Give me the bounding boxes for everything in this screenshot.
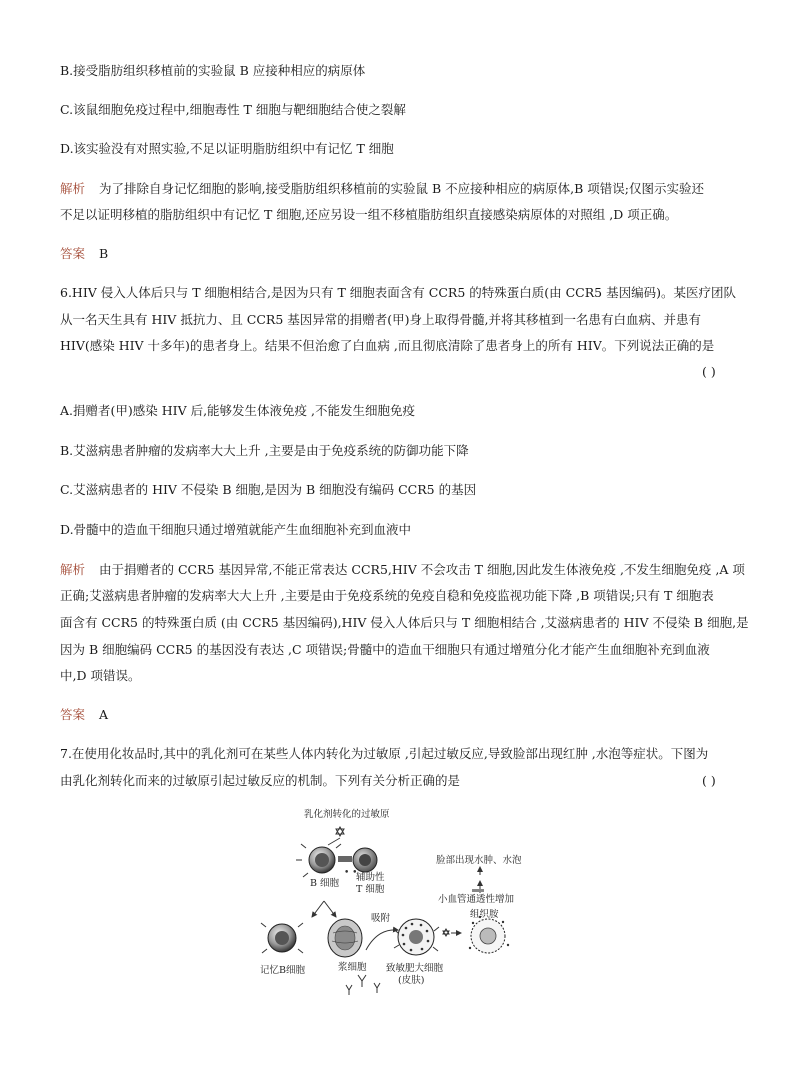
answer-paren-q7[interactable]: ( ): [702, 773, 716, 788]
adsorb-label: 吸附: [371, 913, 391, 924]
option-c-q5: C.该鼠细胞免疫过程中,细胞毒性 T 细胞与靶细胞结合使之裂解: [60, 102, 406, 117]
analysis-q6-text1: 由于捐赠者的 CCR5 基因异常,不能正常表达 CCR5,HIV 不会攻击 T 细胞,因此发生体液免疫 ,不发生细胞免疫 ,A 项: [99, 562, 745, 577]
option-b-q5: B.接受脂肪组织移植前的实验鼠 B 应接种相应的病原体: [60, 63, 366, 78]
allergen-star-small-icon: [443, 929, 449, 936]
helper-t-label-2: T 细胞: [356, 884, 385, 895]
answer-value: B: [99, 246, 109, 261]
analysis-q6-line2: 正确;艾滋病患者肿瘤的发病率大大上升 ,主要是由于免疫系统的免疫自稳和免疫监视功能下降 ,B 项错误;只有 T 细胞表: [60, 588, 714, 603]
option-a-q6: A.捐赠者(甲)感染 HIV 后,能够发生体液免疫 ,不能发生细胞免疫: [60, 403, 415, 418]
answer-q6: [60, 707, 108, 723]
question-6-line1: 6.HIV 侵入人体后只与 T 细胞相结合,是因为只有 T 细胞表面含有 CCR5 的特殊蛋白质(由 CCR5 基因编码)。某医疗团队: [60, 285, 736, 300]
question-6-line2: 从一名天生具有 HIV 抵抗力、且 CCR5 基因异常的捐赠者(甲)身上取得骨髓,并将其移植到一名患有白血病、并患有: [60, 312, 701, 327]
plasma-cell-icon: [328, 919, 362, 957]
histamine-label: 组织胺: [470, 909, 499, 920]
allergen-label: 乳化剂转化的过敏原: [304, 809, 390, 820]
option-b-q6: B.艾滋病患者肿瘤的发病率大大上升 ,主要是由于免疫系统的防御功能下降: [60, 443, 469, 458]
memory-b-label: 记忆B细胞: [260, 965, 305, 976]
mast-label-1: 致敏肥大细胞: [386, 963, 444, 974]
b-cell-label: B 细胞: [310, 878, 340, 889]
mast-cell-icon: [394, 919, 439, 955]
analysis-label: 解析: [60, 562, 86, 577]
answer-paren-q6[interactable]: ( ): [702, 364, 716, 379]
question-7-line2: 由乳化剂转化而来的过敏原引起过敏反应的机制。下列有关分析正确的是: [60, 773, 461, 788]
answer-label: 答案: [60, 246, 86, 261]
analysis-q5-line2: 不足以证明移植的脂肪组织中有记忆 T 细胞,还应另设一组不移植脂肪组织直接感染病原体的对照组 ,D 项正确。: [60, 207, 678, 222]
option-d-q5: D.该实验没有对照实验,不足以证明脂肪组织中有记忆 T 细胞: [60, 141, 394, 156]
analysis-q5-text1: 为了排除自身记忆细胞的影响,接受脂肪组织移植前的实验鼠 B 不应接种相应的病原体,B 项错误;仅图示实验还: [99, 181, 704, 196]
capillary-label: 小血管通透性增加: [438, 894, 515, 905]
plasma-label: 浆细胞: [338, 962, 367, 973]
analysis-label: 解析: [60, 181, 86, 196]
allergen-star-icon: [336, 827, 344, 836]
helper-t-label-1: 辅助性: [356, 872, 385, 883]
option-c-q6: C.艾滋病患者的 HIV 不侵染 B 细胞,是因为 B 细胞没有编码 CCR5 的基因: [60, 482, 477, 497]
svg-text:• •: • •: [344, 868, 358, 878]
memory-b-cell-icon: [261, 923, 303, 953]
answer-value: A: [99, 707, 109, 722]
question-7-line1: 7.在使用化妆品时,其中的乳化剂可在某些人体内转化为过敏原 ,引起过敏反应,导致脸部出现红肿 ,水泡等症状。下图为: [60, 746, 709, 761]
analysis-q6-line3: 面含有 CCR5 的特殊蛋白质 (由 CCR5 基因编码),HIV 侵入人体后只与 T 细胞相结合 ,艾滋病患者的 HIV 不侵染 B 细胞,是: [60, 615, 749, 630]
target-cell-icon: [469, 916, 509, 953]
answer-q5: [60, 246, 108, 262]
analysis-q6-line4: 因为 B 细胞编码 CCR5 的基因没有表达 ,C 项错误;骨髓中的造血干细胞只有通过增殖分化才能产生血细胞补充到血液: [60, 642, 710, 657]
answer-label: 答案: [60, 707, 86, 722]
allergy-mechanism-diagram: [258, 805, 532, 1001]
b-cell-icon: [296, 844, 341, 877]
question-6-line3: HIV(感染 HIV 十多年)的患者身上。结果不但治愈了白血病 ,而且彻底清除了患者身上的所有 HIV。下列说法正确的是: [60, 338, 715, 353]
analysis-q5-line1: [60, 181, 704, 197]
analysis-q6-line1: [60, 562, 745, 578]
mast-label-2: (皮肤): [398, 975, 425, 986]
antibody-icon: [346, 975, 380, 995]
symptom-label: 脸部出现水肿、水泡: [436, 855, 522, 866]
analysis-q6-line5: 中,D 项错误。: [60, 668, 141, 683]
option-d-q6: D.骨髓中的造血干细胞只通过增殖就能产生血细胞补充到血液中: [60, 522, 412, 537]
